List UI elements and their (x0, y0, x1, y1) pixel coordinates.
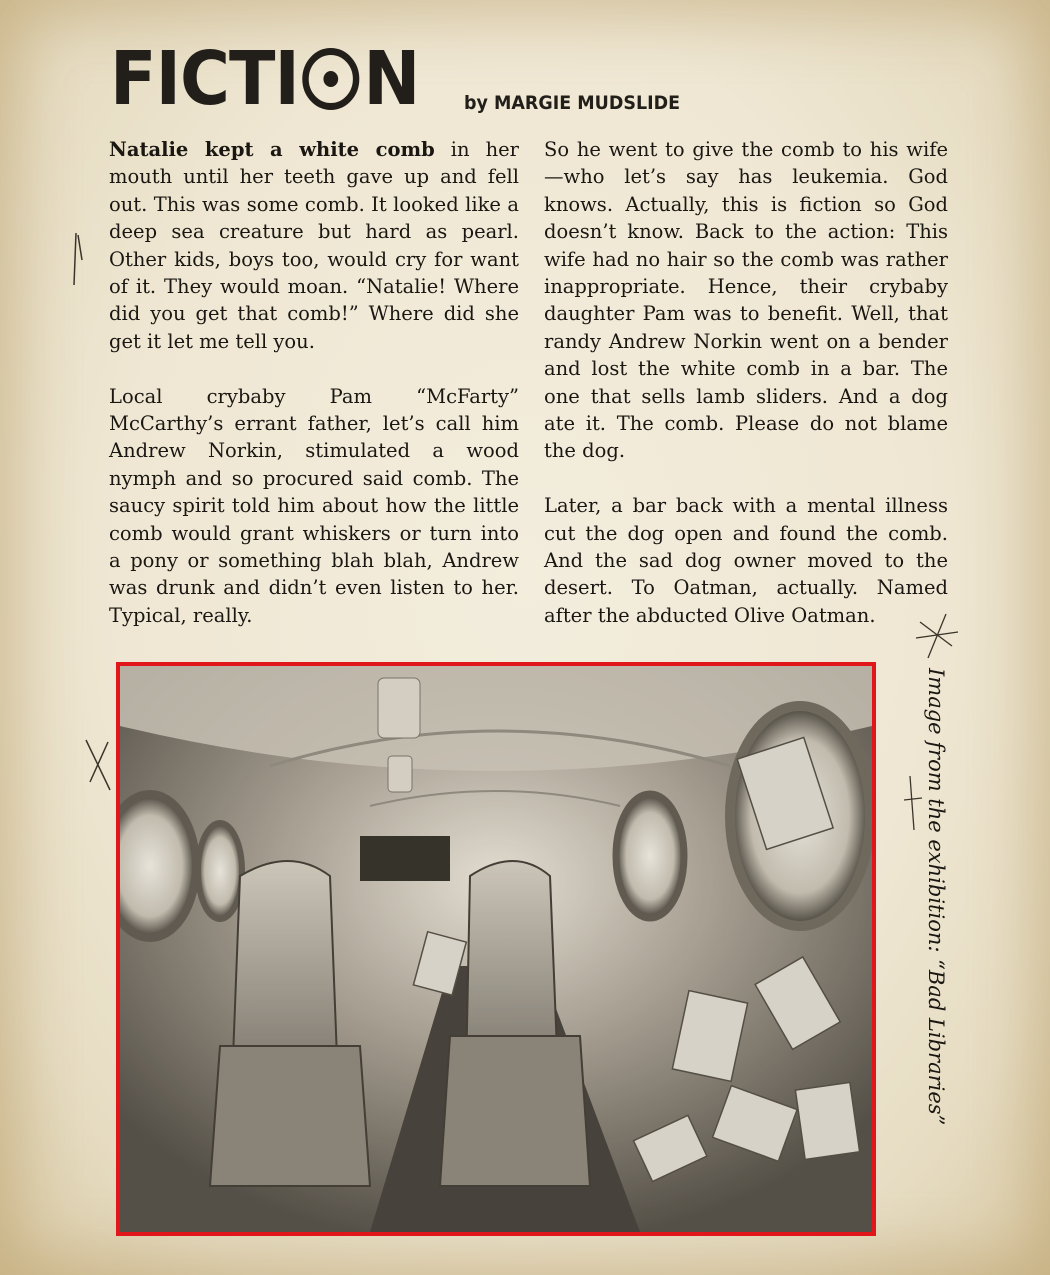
byline: by MARGIE MUDSLIDE (464, 92, 681, 114)
airplane-interior-illustration (120, 666, 872, 1232)
article-column-left (109, 136, 519, 657)
lead-in: Natalie kept a white comb (109, 138, 435, 161)
figure-caption: Image from the exhibition: “Bad Libraries” (924, 668, 948, 1126)
paragraph (109, 136, 519, 355)
exhibition-photo (116, 662, 876, 1236)
paragraph-text: in her mouth until her teeth gave up and fell out. This was some comb. It looked like a deep sea creature but hard as pearl. Other kids, boys too, would cry for want of it. They would moan. “Natalie! Where did you get that comb!” Where did she get it let me tell you. (109, 138, 519, 353)
paragraph: Later, a bar back with a mental illness cut the dog open and found the comb. And the sad dog owner moved to the desert. To Oatman, actually. Named after the abducted Olive Oatman. (544, 494, 948, 627)
article-column-right (544, 136, 948, 657)
section-title-end: N (363, 36, 420, 122)
header (110, 38, 710, 120)
scratch-mark-left-x (80, 730, 120, 800)
scratch-mark-left (60, 225, 100, 295)
paragraph: So he went to give the comb to his wife—who let’s say has leukemia. God knows. Actually, this is fiction so God doesn’t know. Back to the action: This wife had no hair so the comb was rather inappropriate. Hence, their crybaby daughter Pam was to benefit. Well, that randy Andrew Norkin went on a bender and lost the white comb in a bar. The one that sells lamb sliders. And a dog ate it. The comb. Please do not blame the dog. (544, 138, 948, 463)
section-title (110, 38, 419, 120)
target-o-icon (303, 48, 360, 110)
paragraph: Local crybaby Pam “McFarty” McCarthy’s errant father, let’s call him Andrew Norkin, stimulated a wood nymph and so procured said comb. The saucy spirit told him about how the little comb would grant whiskers or turn into a pony or something blah blah, Andrew was drunk and didn’t even listen to her. Typical, really. (109, 384, 519, 627)
section-title-start: FICTI (110, 36, 299, 122)
